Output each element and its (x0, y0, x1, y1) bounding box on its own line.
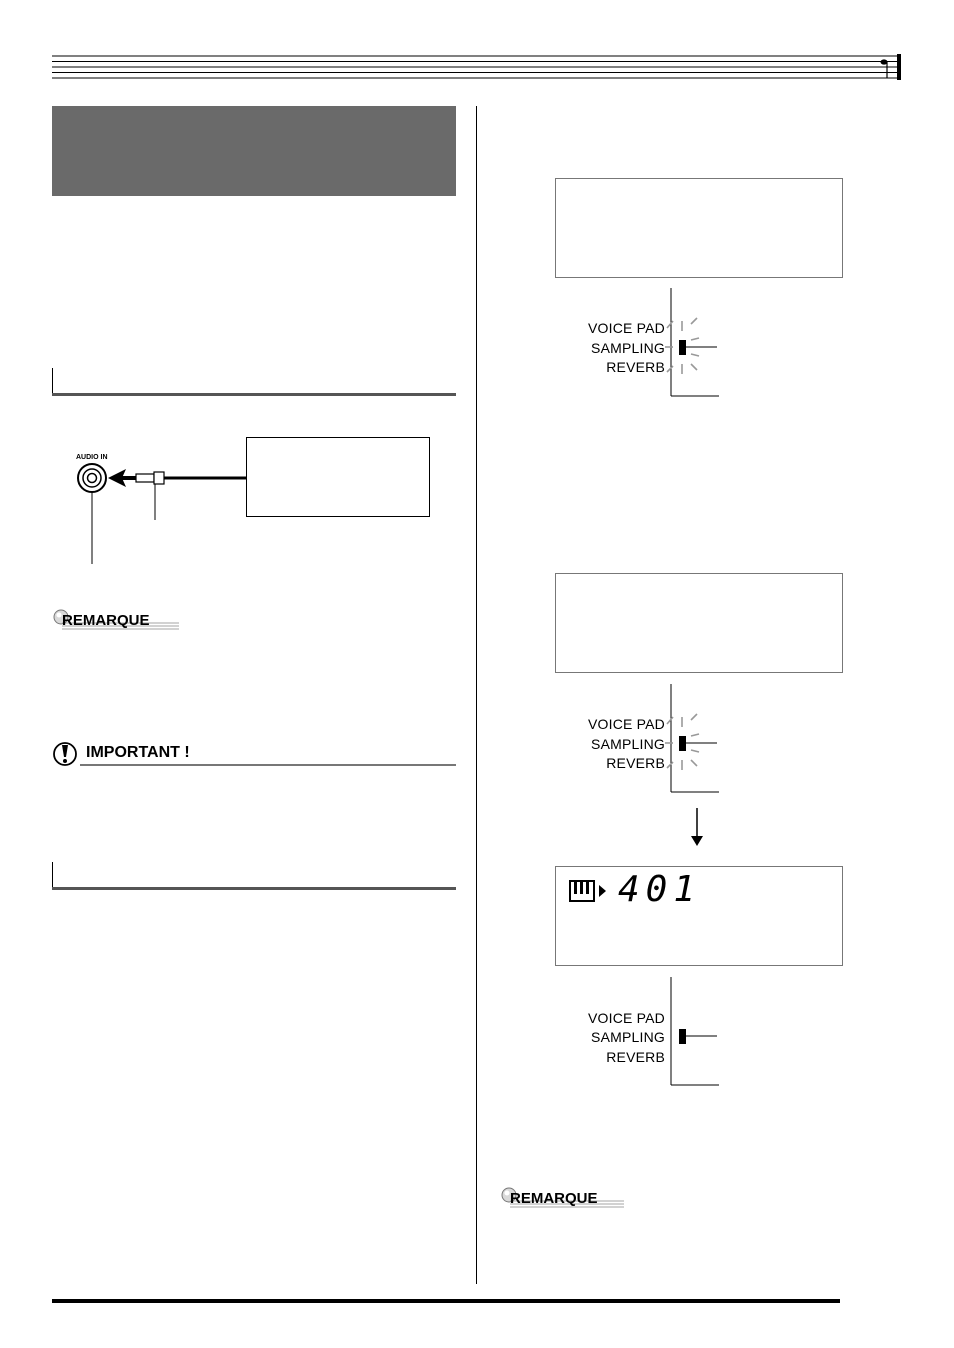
section-header-connection (52, 368, 456, 396)
blinking-indicator-icon (665, 684, 725, 796)
important-note-badge (52, 740, 456, 770)
lcd-display-1 (555, 178, 843, 278)
external-device-box (246, 437, 430, 517)
section-header-sampling (52, 862, 456, 890)
down-arrow-icon (688, 808, 706, 848)
reverb-label: REVERB (606, 755, 665, 771)
sampling-label: SAMPLING (591, 736, 665, 752)
column-divider (476, 106, 477, 1284)
lcd-display-3 (555, 866, 843, 966)
page-footer-rule (52, 1299, 840, 1303)
voice-pad-label: VOICE PAD (587, 320, 665, 336)
audio-in-label: AUDIO IN (76, 454, 108, 461)
remarque-label: REMARQUE (510, 1190, 598, 1207)
remarque-label: REMARQUE (62, 612, 150, 629)
indicator-panel-3 (555, 977, 735, 1089)
sampling-label: SAMPLING (591, 340, 665, 356)
indicator-panel-2 (555, 684, 735, 796)
tone-number-readout: 401 (618, 869, 702, 910)
voice-pad-label: VOICE PAD (587, 1010, 665, 1026)
section-title-banner (52, 106, 456, 196)
reverb-label: REVERB (606, 1049, 665, 1065)
blinking-indicator-icon (665, 288, 725, 400)
keyboard-tone-icon (569, 879, 609, 905)
important-label: IMPORTANT ! (86, 744, 190, 761)
lcd-display-2 (555, 573, 843, 673)
reverb-label: REVERB (606, 359, 665, 375)
steady-indicator-icon (665, 977, 725, 1089)
indicator-panel-1 (555, 288, 735, 400)
header-music-staff (52, 54, 902, 80)
sampling-label: SAMPLING (591, 1029, 665, 1045)
voice-pad-label: VOICE PAD (587, 716, 665, 732)
